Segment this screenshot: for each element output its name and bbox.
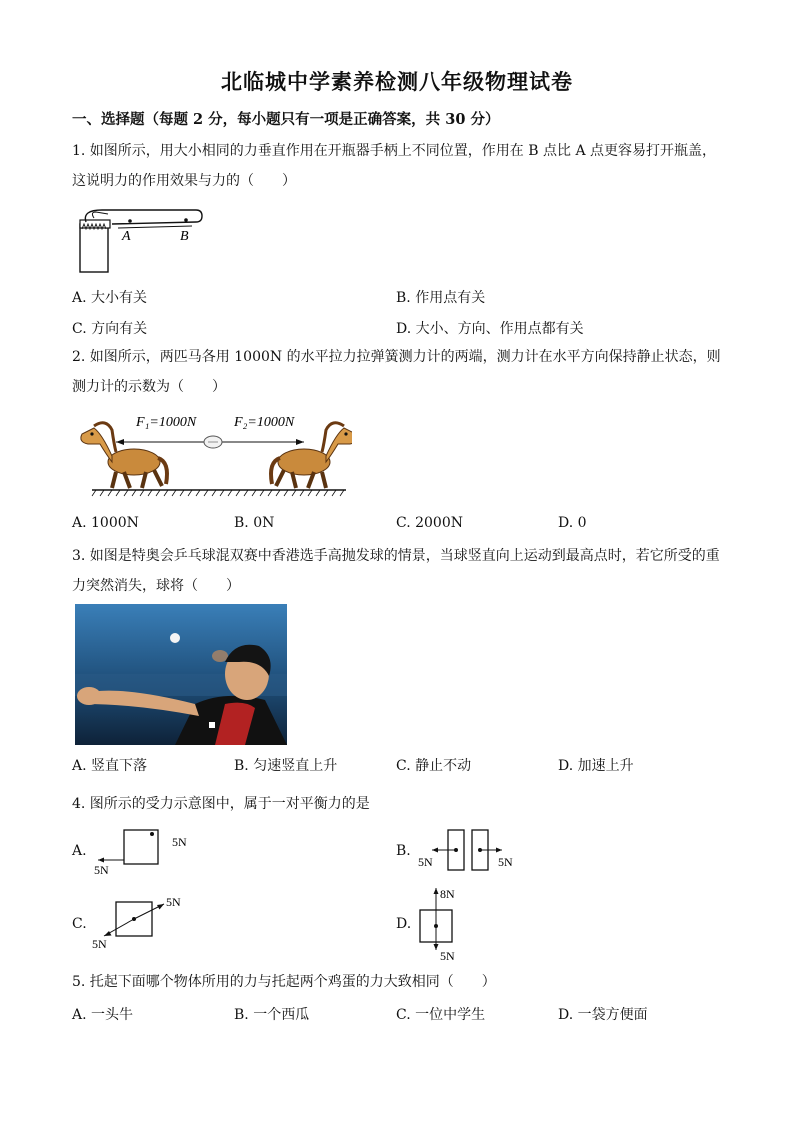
q4c-force-down-label: 5N <box>92 937 107 951</box>
force-f1-label: F₁=1000N <box>136 415 197 430</box>
ping-pong-ball <box>170 633 180 643</box>
question-2-line-1: 2. 如图所示，两匹马各用 1000N 的水平拉力拉弹簧测力计的两端，测力计在水平方向保持静止状态，则 <box>72 349 721 365</box>
point-b <box>184 218 188 222</box>
q4b-force-left-label: 5N <box>418 855 433 869</box>
question-3-line-1: 3. 如图是特奥会乒乓球混双赛中香港选手高抛发球的情景，当球竖直向上运动到最高点时，若它所受的重 <box>72 548 720 564</box>
left-horse <box>81 423 167 488</box>
q3-option-a[interactable]: A. 竖直下落 <box>72 758 148 774</box>
force-f2-label: F₂=1000N <box>234 415 295 430</box>
q4-option-c[interactable]: C. <box>72 916 87 932</box>
q1-option-a[interactable]: A. 大小有关 <box>72 290 148 306</box>
section-heading: 一、选择题（每题 2 分，每小题只有一项是正确答案，共 30 分） <box>72 111 500 128</box>
right-horse <box>271 423 352 488</box>
bottle-opener-figure <box>72 202 212 274</box>
q1-option-c[interactable]: C. 方向有关 <box>72 321 148 337</box>
q5-option-b[interactable]: B. 一个西瓜 <box>234 1007 310 1023</box>
q4d-force-up-label: 8N <box>440 887 455 901</box>
label-b: B <box>180 229 189 244</box>
q2-option-b[interactable]: B. 0N <box>234 515 275 531</box>
question-1-line-2: 这说明力的作用效果与力的（ ） <box>72 173 296 189</box>
question-5-line-1: 5. 托起下面哪个物体所用的力与托起两个鸡蛋的力大致相同（ ） <box>72 974 496 990</box>
q4-diagram-d <box>414 884 484 964</box>
q2-option-d[interactable]: D. 0 <box>558 515 587 531</box>
q4-diagram-c <box>90 894 200 952</box>
q4a-force-right-label: 5N <box>172 835 187 849</box>
point-a <box>128 219 132 223</box>
q4-option-b[interactable]: B. <box>396 843 411 859</box>
q2-option-c[interactable]: C. 2000N <box>396 515 463 531</box>
q3-option-b[interactable]: B. 匀速竖直上升 <box>234 758 338 774</box>
q1-option-d[interactable]: D. 大小、方向、作用点都有关 <box>396 321 584 337</box>
q4c-force-up-label: 5N <box>166 895 181 909</box>
horses-figure <box>72 404 352 500</box>
question-1-stem <box>72 136 722 196</box>
question-5-stem <box>72 967 722 997</box>
q3-option-d[interactable]: D. 加速上升 <box>558 758 634 774</box>
q5-option-c[interactable]: C. 一位中学生 <box>396 1007 486 1023</box>
q4-diagram-a <box>90 822 200 878</box>
question-2-stem <box>72 342 722 402</box>
question-2-line-2: 测力计的示数为（ ） <box>72 379 226 395</box>
q5-option-a[interactable]: A. 一头牛 <box>72 1007 134 1023</box>
q2-option-a[interactable]: A. 1000N <box>72 515 139 531</box>
q4d-force-down-label: 5N <box>440 949 455 963</box>
bottle-neck <box>80 224 108 272</box>
q1-option-b[interactable]: B. 作用点有关 <box>396 290 486 306</box>
page-title: 北临城中学素养检测八年级物理试卷 <box>221 69 573 94</box>
question-3-stem <box>72 541 722 601</box>
question-1-line-1: 1. 如图所示，用大小相同的力垂直作用在开瓶器手柄上不同位置，作用在 B 点比 A 点更容易打开瓶盖， <box>72 143 717 159</box>
question-3-line-2: 力突然消失，球将（ ） <box>72 578 240 594</box>
q4-diagram-b <box>414 826 524 874</box>
q4b-force-right-label: 5N <box>498 855 513 869</box>
question-4-line-1: 4. 图所示的受力示意图中，属于一对平衡力的是 <box>72 796 370 812</box>
q4a-force-left-label: 5N <box>94 863 109 877</box>
q5-option-d[interactable]: D. 一袋方便面 <box>558 1007 648 1023</box>
q4-option-d[interactable]: D. <box>396 916 412 932</box>
q4-option-a[interactable]: A. <box>72 843 87 859</box>
question-4-stem <box>72 789 722 819</box>
label-a: A <box>122 229 131 244</box>
table-tennis-photo <box>75 604 287 745</box>
q3-option-c[interactable]: C. 静止不动 <box>396 758 472 774</box>
